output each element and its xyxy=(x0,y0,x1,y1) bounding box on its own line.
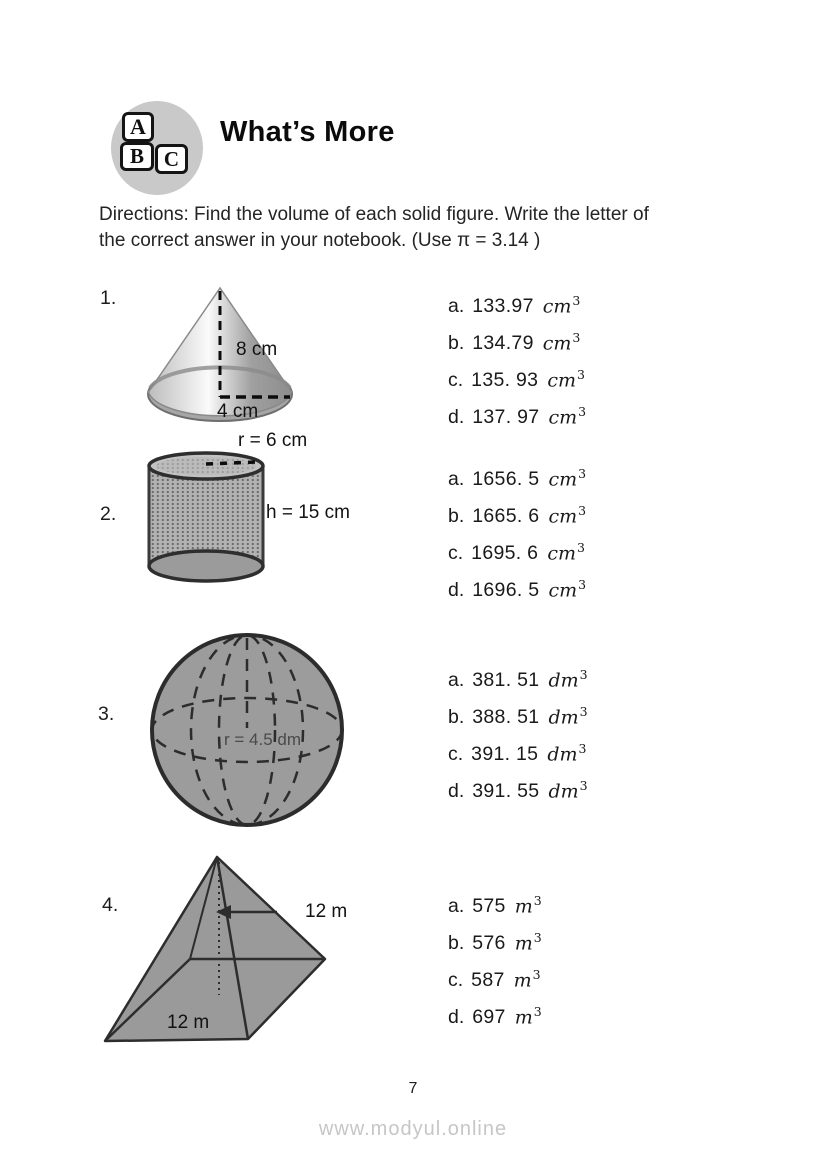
pyramid-figure xyxy=(100,852,350,1052)
directions-text xyxy=(99,202,759,254)
choice-value: 1665. 6 xyxy=(472,505,540,528)
choice-value: 388. 51 xyxy=(472,706,540,729)
choice-unit: $cm^3$ xyxy=(548,404,587,429)
choice-letter: d. xyxy=(448,780,465,803)
choice-unit: $cm^3$ xyxy=(547,540,585,565)
pyramid-slant-label: 12 m xyxy=(305,901,348,922)
block-c-letter: C xyxy=(163,146,180,171)
cone-height-label: 8 cm xyxy=(236,339,278,360)
choice-unit: $dm^3$ xyxy=(548,667,588,692)
choice-unit: $m^3$ xyxy=(514,1004,542,1029)
choice-unit: $cm^3$ xyxy=(548,577,587,602)
choice-letter: c. xyxy=(448,542,464,565)
choice-4d xyxy=(448,1004,542,1029)
choice-2d xyxy=(448,577,587,602)
choice-value: 391. 55 xyxy=(472,780,540,803)
block-b xyxy=(120,142,154,171)
choice-unit: $m^3$ xyxy=(514,930,542,955)
choice-letter: b. xyxy=(448,505,465,528)
choice-3a xyxy=(448,667,588,692)
block-b-letter: B xyxy=(129,144,144,168)
problem-2-number: 2. xyxy=(100,503,117,525)
choice-unit: $cm^3$ xyxy=(548,466,587,491)
block-a-letter: A xyxy=(130,114,146,139)
watermark-text: www.modyul.online xyxy=(318,1118,508,1140)
choice-value: 1656. 5 xyxy=(472,468,540,491)
choice-letter: b. xyxy=(448,332,465,355)
choice-value: 697 xyxy=(472,1006,506,1029)
choice-unit: $dm^3$ xyxy=(548,778,588,803)
problem-3-choices xyxy=(448,667,588,803)
choice-value: 381. 51 xyxy=(472,669,540,692)
problem-3-number: 3. xyxy=(98,703,115,725)
choice-unit: $m^3$ xyxy=(513,967,541,992)
choice-unit: $cm^3$ xyxy=(548,503,587,528)
problem-1-number: 1. xyxy=(100,287,117,309)
page-title: What’s More xyxy=(220,116,395,148)
cylinder-figure xyxy=(146,450,266,586)
choice-letter: d. xyxy=(448,579,465,602)
problem-1-choices xyxy=(448,293,587,429)
choice-unit: $cm^3$ xyxy=(542,330,581,355)
choice-value: 1696. 5 xyxy=(472,579,540,602)
choice-letter: a. xyxy=(448,295,465,318)
choice-letter: c. xyxy=(448,969,464,992)
choice-letter: c. xyxy=(448,743,464,766)
choice-letter: a. xyxy=(448,468,465,491)
choice-1d xyxy=(448,404,587,429)
page-number: 7 xyxy=(408,1080,418,1097)
problem-2-choices xyxy=(448,466,587,602)
choice-letter: d. xyxy=(448,1006,465,1029)
choice-letter: c. xyxy=(448,369,464,392)
choice-4a xyxy=(448,893,542,918)
choice-2b xyxy=(448,503,587,528)
cylinder-radius-label: r = 6 cm xyxy=(238,430,308,451)
choice-3d xyxy=(448,778,588,803)
choice-1c xyxy=(448,367,586,392)
choice-4c xyxy=(448,967,542,992)
choice-unit: $dm^3$ xyxy=(548,704,588,729)
problem-4-choices xyxy=(448,893,542,1029)
choice-1a xyxy=(448,293,586,318)
choice-unit: $cm^3$ xyxy=(547,367,585,392)
choice-letter: d. xyxy=(448,406,465,429)
choice-2c xyxy=(448,540,586,565)
choice-value: 133.97 xyxy=(472,295,534,318)
choice-unit: $cm^3$ xyxy=(542,293,581,318)
pyramid-base-label: 12 m xyxy=(167,1012,210,1033)
choice-value: 1695. 6 xyxy=(471,542,539,565)
choice-unit: $m^3$ xyxy=(514,893,542,918)
choice-letter: b. xyxy=(448,932,465,955)
choice-value: 576 xyxy=(472,932,506,955)
choice-letter: a. xyxy=(448,669,465,692)
choice-unit: $dm^3$ xyxy=(547,741,587,766)
directions-line-2: the correct answer in your notebook. (Use π = 3.14 ) xyxy=(99,230,541,251)
choice-value: 575 xyxy=(472,895,506,918)
choice-value: 134.79 xyxy=(472,332,534,355)
choice-letter: a. xyxy=(448,895,465,918)
problem-4-number: 4. xyxy=(102,894,119,916)
abc-blocks-icon xyxy=(111,101,203,195)
block-a xyxy=(122,112,154,142)
choice-value: 135. 93 xyxy=(471,369,539,392)
choice-3c xyxy=(448,741,588,766)
directions-line-1: Directions: Find the volume of each solid figure. Write the letter of xyxy=(99,204,649,225)
cone-radius-label: 4 cm xyxy=(217,401,259,422)
sphere-radius-label: r = 4.5 dm xyxy=(224,730,302,749)
choice-value: 137. 97 xyxy=(472,406,540,429)
cylinder-height-label: h = 15 cm xyxy=(266,502,350,523)
choice-value: 587 xyxy=(471,969,505,992)
choice-4b xyxy=(448,930,542,955)
choice-letter: b. xyxy=(448,706,465,729)
choice-2a xyxy=(448,466,587,491)
choice-1b xyxy=(448,330,586,355)
choice-3b xyxy=(448,704,588,729)
choice-value: 391. 15 xyxy=(471,743,539,766)
block-c xyxy=(155,144,188,174)
